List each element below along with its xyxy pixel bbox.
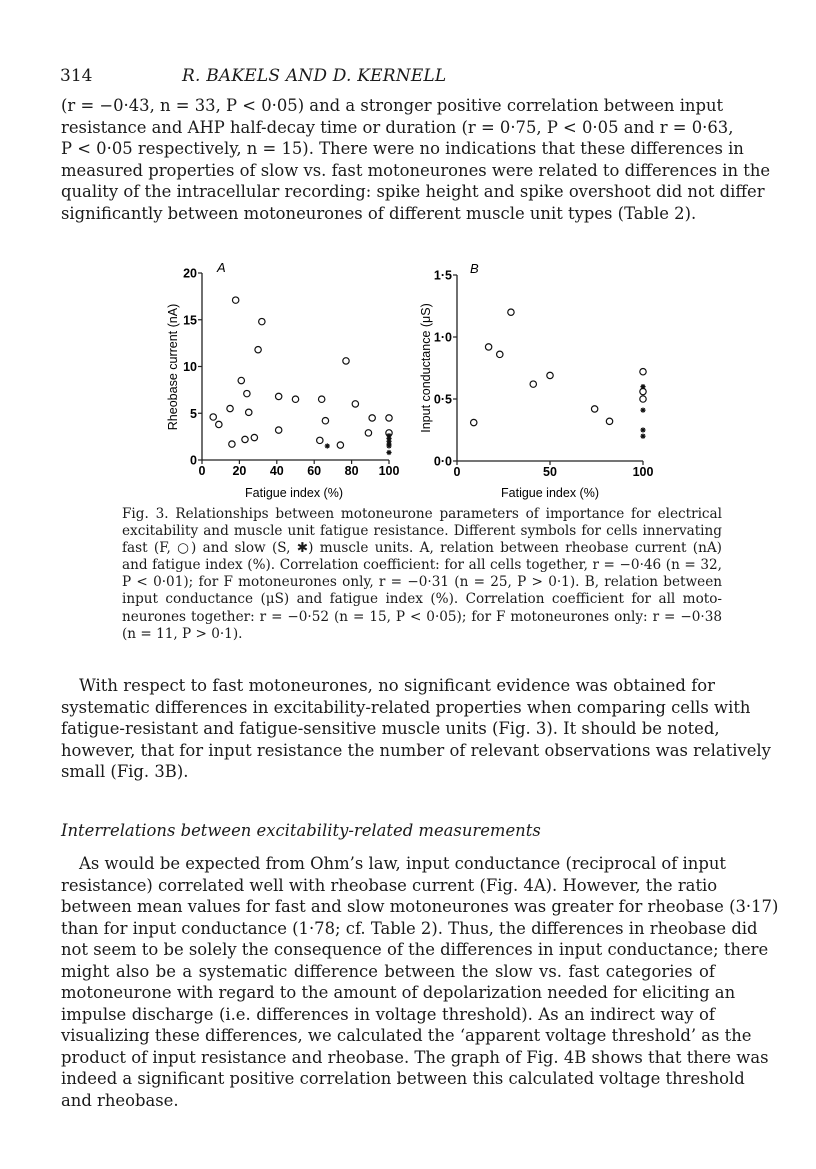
fast-unit-point <box>259 318 265 324</box>
slow-unit-point <box>640 408 645 413</box>
fast-unit-point <box>317 437 323 443</box>
y-tick-label: 0·0 <box>433 454 452 469</box>
text-line: resistance) correlated well with rheobase current (Fig. 4A). However, the ratio <box>61 875 718 895</box>
y-tick-label: 5 <box>190 406 197 421</box>
slow-unit-point <box>640 384 645 389</box>
fast-unit-point <box>591 406 597 412</box>
fast-unit-point <box>255 346 261 352</box>
text-line: than for input conductance (1·78; cf. Table 2). Thus, the differences in rheobase did <box>61 918 758 938</box>
text-line: resistance and AHP half-decay time or duration (r = 0·75, P < 0·05 and r = 0·63, <box>61 117 734 137</box>
fast-unit-point <box>343 358 349 364</box>
text-line: fatigue-resistant and fatigue-sensitive muscle units (Fig. 3). It should be noted, <box>61 719 720 738</box>
axes <box>183 267 399 479</box>
caption-line: neurones together: r = −0·52 (n = 15, P < 0·05); for F motoneurones only: r = −0·38 <box>122 608 722 625</box>
fast-unit-point <box>547 372 553 378</box>
x-tick-label: 50 <box>543 465 557 479</box>
fast-unit-point <box>232 297 238 303</box>
text-line: however, that for input resistance the number of relevant observations was relatively <box>61 740 771 760</box>
text-line: between mean values for fast and slow motoneurones was greater for rheobase (3·17) <box>61 897 779 916</box>
text-line: small (Fig. 3B). <box>61 762 189 781</box>
text-line: systematic differences in excitability-related properties when comparing cells with <box>61 697 751 717</box>
x-tick-label: 100 <box>632 465 654 479</box>
text-line: measured properties of slow vs. fast motoneurones were related to differences in the <box>61 160 771 180</box>
caption-line: P < 0·01); for F motoneurones only, r = −0·31 (n = 25, P > 0·1). B, relation between <box>122 574 722 591</box>
text-line: not seem to be solely the consequence of the differences in input conductance; there <box>61 940 769 959</box>
fast-unit-point <box>292 396 298 402</box>
fast-unit-point <box>497 351 503 357</box>
fast-unit-point <box>365 430 371 436</box>
fast-unit-point <box>640 388 646 394</box>
section-heading: Interrelations between excitability-related measurements <box>61 821 541 840</box>
fast-unit-point <box>337 442 343 448</box>
slow-unit-point <box>386 450 391 455</box>
fast-unit-point <box>322 418 328 424</box>
x-tick-label: 20 <box>232 464 247 478</box>
text-line: As would be expected from Ohm’s law, input conductance (reciprocal of input <box>79 854 726 873</box>
paragraph-ohms-law <box>61 853 779 1111</box>
slow-unit-point <box>640 434 645 439</box>
panel-label-a: A <box>217 260 226 275</box>
x-tick-label: 80 <box>344 464 359 478</box>
fast-unit-point <box>640 396 646 402</box>
scatter-chart-conductance <box>410 255 660 505</box>
y-tick-label: 1·5 <box>433 268 452 283</box>
text-line: motoneurone with regard to the amount of depolarization needed for eliciting an <box>61 983 736 1002</box>
fast-unit-point <box>251 434 257 440</box>
y-axis-label: Rheobase current (nA) <box>166 303 180 431</box>
x-tick-label: 40 <box>269 464 284 478</box>
panel-label-b: B <box>470 261 479 276</box>
text-line: might also be a systematic difference between the slow vs. fast categories of <box>61 961 715 981</box>
y-tick-label: 0 <box>190 453 197 468</box>
text-line: (r = −0·43, n = 33, P < 0·05) and a stronger positive correlation between input <box>61 96 724 115</box>
page-number: 314 <box>60 66 93 86</box>
fast-unit-point <box>508 309 514 315</box>
caption-line: and fatigue index (%). Correlation coefficient: for all cells together, r = −0·46 (n = 32, <box>122 557 722 574</box>
caption-line: excitability and muscle unit fatigue resistance. Different symbols for cells innervating <box>122 523 722 540</box>
fast-unit-point <box>318 396 324 402</box>
caption-line: Fig. 3. Relationships between motoneurone parameters of importance for electrical <box>122 506 722 522</box>
fast-unit-point <box>640 369 646 375</box>
fast-unit-point <box>246 409 252 415</box>
figure-caption <box>122 506 722 643</box>
caption-line: fast (F, ○) and slow (S, ✱) muscle units. A, relation between rheobase current (nA) <box>122 540 722 557</box>
fast-unit-point <box>606 418 612 424</box>
caption-line: (n = 11, P > 0·1). <box>122 625 243 642</box>
text-line: indeed a significant positive correlation between this calculated voltage threshold <box>61 1069 745 1088</box>
paragraph-fast-motoneurones <box>61 675 771 783</box>
fast-unit-point <box>530 381 536 387</box>
fast-unit-point <box>227 405 233 411</box>
y-tick-label: 20 <box>183 266 197 281</box>
slow-unit-point <box>325 443 330 448</box>
data-points <box>471 309 647 439</box>
x-tick-label: 0 <box>453 465 461 479</box>
text-line: significantly between motoneurones of different muscle unit types (Table 2). <box>61 203 697 223</box>
fast-unit-point <box>242 436 248 442</box>
text-line: visualizing these differences, we calculated the ‘apparent voltage threshold’ as the <box>61 1026 752 1045</box>
fast-unit-point <box>275 427 281 433</box>
fast-unit-point <box>216 421 222 427</box>
text-line: With respect to fast motoneurones, no significant evidence was obtained for <box>79 676 715 695</box>
y-tick-label: 10 <box>183 360 197 374</box>
fast-unit-point <box>352 401 358 407</box>
y-tick-label: 15 <box>183 313 197 328</box>
text-line: product of input resistance and rheobase. The graph of Fig. 4B shows that there was <box>61 1047 769 1067</box>
text-line: impulse discharge (i.e. differences in voltage threshold). As an indirect way of <box>61 1004 715 1024</box>
text-line: quality of the intracellular recording: spike height and spike overshoot did not differ <box>61 182 765 201</box>
slow-unit-point <box>640 427 645 432</box>
intro-paragraph <box>61 95 771 224</box>
scatter-chart-rheobase <box>150 255 400 505</box>
x-axis-label: Fatigue index (%) <box>501 486 599 500</box>
text-line: P < 0·05 respectively, n = 15). There were no indications that these differences in <box>61 139 744 158</box>
fast-unit-point <box>238 377 244 383</box>
fast-unit-point <box>244 390 250 396</box>
caption-line: input conductance (μS) and fatigue index (%). Correlation coefficient for all moto- <box>122 591 722 608</box>
fast-unit-point <box>369 415 375 421</box>
fast-unit-point <box>210 414 216 420</box>
fast-unit-point <box>229 441 235 447</box>
fast-unit-point <box>275 393 281 399</box>
x-tick-label: 60 <box>307 464 322 478</box>
running-head-authors: R. BAKELS AND D. KERNELL <box>182 66 447 86</box>
y-axis-label: Input conductance (μS) <box>419 303 433 433</box>
data-points <box>210 297 392 455</box>
text-line: and rheobase. <box>61 1090 179 1110</box>
slow-unit-point <box>386 443 391 448</box>
x-tick-label: 100 <box>378 464 400 478</box>
x-tick-label: 0 <box>198 464 206 478</box>
fast-unit-point <box>485 344 491 350</box>
y-tick-label: 1·0 <box>433 330 452 345</box>
fast-unit-point <box>471 419 477 425</box>
y-tick-label: 0·5 <box>433 392 452 407</box>
fast-unit-point <box>386 415 392 421</box>
axes <box>434 269 654 480</box>
x-axis-label: Fatigue index (%) <box>245 486 343 500</box>
